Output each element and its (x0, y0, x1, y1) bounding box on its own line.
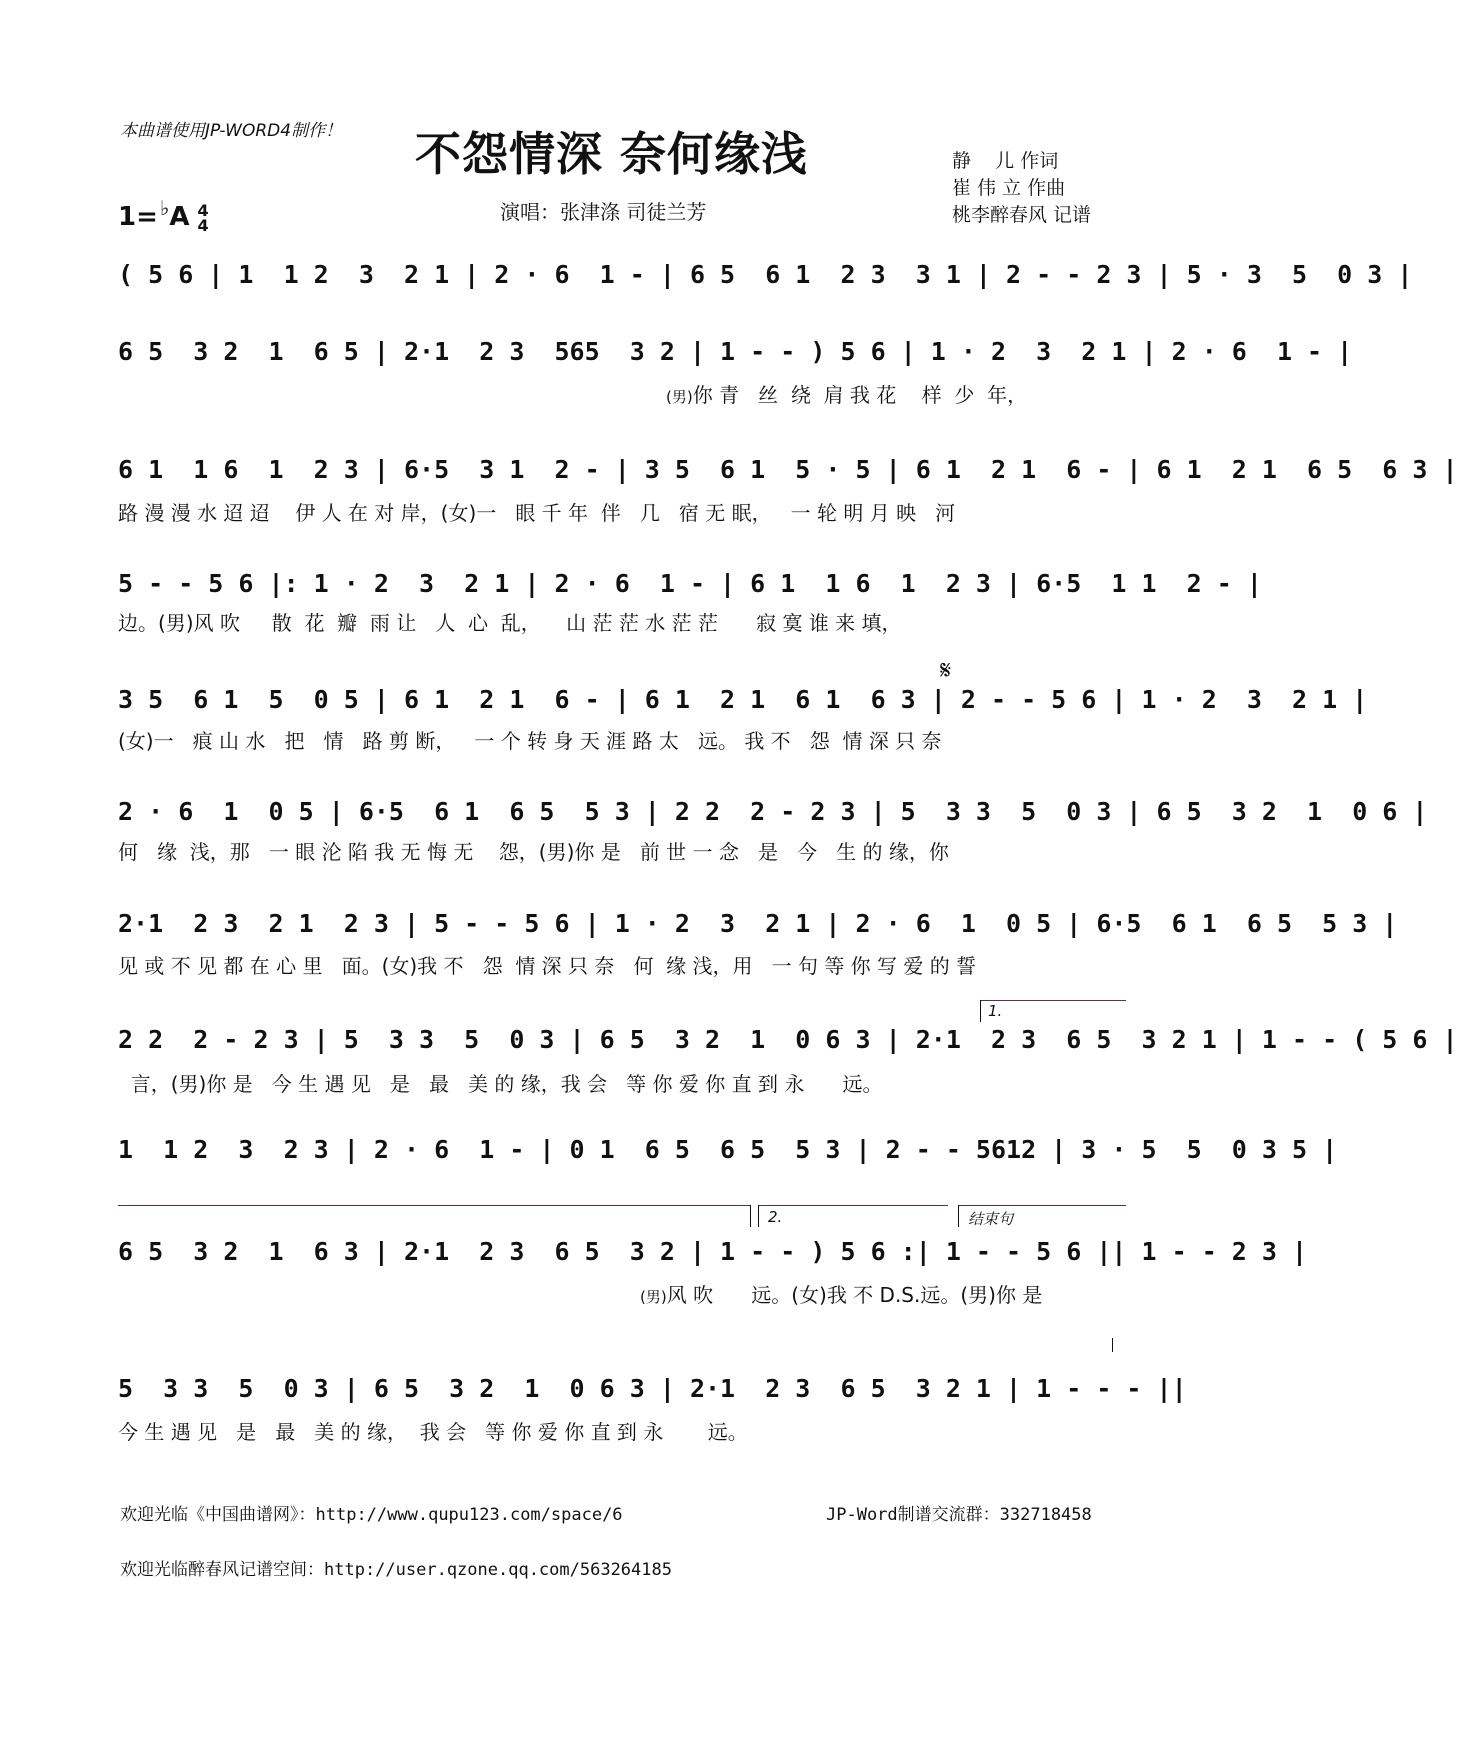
ending-label: 结束句 (968, 1210, 1014, 1228)
key-note: A (169, 202, 190, 232)
lyric-row-3: 路 漫 漫 水 迢 迢 伊 人 在 对 岸，(女)一 眼 千 年 伴 几 宿 无 眠， 一 轮 明 月 映 河 (118, 501, 956, 525)
score-row-3: 6 1 1 6 1 2 3 | 6·5 3 1 2 - | 3 5 6 1 5 · 5 | 6 1 2 1 6 - | 6 1 2 1 6 5 6 3 | (118, 455, 1458, 484)
volta-1-continuation (118, 1205, 750, 1206)
score-row-11: 5 3 3 5 0 3 | 6 5 3 2 1 0 6 3 | 2·1 2 3 6 5 3 2 1 | 1 - - - || (118, 1374, 1187, 1403)
segno-icon: 𝄋 (940, 656, 952, 686)
meter-bottom: 4 (197, 216, 209, 235)
singers: 演唱：张津涤 司徒兰芳 (500, 200, 707, 224)
volta-1-label: 1. (988, 1002, 1003, 1020)
lyric-text: 你 青 丝 绕 肩 我 花 样 少 年， (692, 383, 1028, 407)
ending-edge (958, 1205, 959, 1227)
lyric-row-7: 见 或 不 见 都 在 心 里 面。(女)我 不 怨 情 深 只 奈 何 缘 浅，用 一 句 等 你 写 爱 的 誓 (118, 954, 977, 978)
final-bracket-edge (1112, 1338, 1113, 1352)
lyric-voice-tag: (男) (666, 388, 693, 406)
lyric-text: 风 吹 远。(女)我 不 D.S.远。(男)你 是 (666, 1283, 1043, 1307)
lyric-voice-tag: (男) (640, 1288, 667, 1306)
transcriber: 桃李醉春风 记谱 (952, 204, 1092, 226)
score-row-6: 2 · 6 1 0 5 | 6·5 6 1 6 5 5 3 | 2 2 2 - 2 3 | 5 3 3 5 0 3 | 6 5 3 2 1 0 6 | (118, 797, 1428, 826)
composer: 崔 伟 立 作曲 (952, 177, 1066, 199)
score-row-2: 6 5 3 2 1 6 5 | 2·1 2 3 565 3 2 | 1 - - ) 5 6 | 1 · 2 3 2 1 | 2 · 6 1 - | (118, 337, 1353, 366)
volta-2-bracket (758, 1205, 948, 1206)
lyric-row-10 (640, 1279, 1126, 1308)
footer-link-qupu[interactable]: 欢迎光临《中国曲谱网》：http://www.qupu123.com/space/6 (120, 1505, 623, 1525)
score-row-7: 2·1 2 3 2 1 2 3 | 5 - - 5 6 | 1 · 2 3 2 1 | 2 · 6 1 0 5 | 6·5 6 1 6 5 5 3 | (118, 909, 1398, 938)
flat-icon: ♭ (159, 196, 170, 220)
footer-group: JP-Word制谱交流群：332718458 (826, 1505, 1092, 1525)
footer-link-qzone[interactable]: 欢迎光临醉春风记谱空间：http://user.qzone.qq.com/563264185 (120, 1560, 672, 1580)
score-row-10: 6 5 3 2 1 6 3 | 2·1 2 3 6 5 3 2 | 1 - - ) 5 6 :| 1 - - 5 6 || 1 - - 2 3 | (118, 1237, 1308, 1266)
lyric-row-11: 今 生 遇 见 是 最 美 的 缘， 我 会 等 你 爱 你 直 到 永 远。 (118, 1420, 748, 1444)
song-title: 不怨情深 奈何缘浅 (415, 127, 809, 181)
authors-block (952, 148, 1091, 229)
key-label: 1= (118, 202, 158, 232)
software-credit: 本曲谱使用JP-WORD4制作！ (120, 121, 343, 141)
volta-1-edge (980, 1000, 981, 1022)
score-row-8: 2 2 2 - 2 3 | 5 3 3 5 0 3 | 6 5 3 2 1 0 6 3 | 2·1 2 3 6 5 3 2 1 | 1 - - ( 5 6 | (118, 1025, 1458, 1054)
lyric-row-2 (666, 379, 1126, 408)
meter-top: 4 (197, 201, 209, 220)
score-row-4: 5 - - 5 6 |: 1 · 2 3 2 1 | 2 · 6 1 - | 6 1 1 6 1 2 3 | 6·5 1 1 2 - | (118, 569, 1262, 598)
ending-bracket (958, 1205, 1126, 1206)
lyric-row-4: 边。(男)风 吹 散 花 瓣 雨 让 人 心 乱， 山 茫 茫 水 茫 茫 寂 寞 谁 来 填， (118, 611, 902, 635)
lyric-row-6: 何 缘 浅，那 一 眼 沦 陷 我 无 悔 无 怨，(男)你 是 前 世 一 念 是 今 生 的 缘，你 (118, 840, 949, 864)
lyric-row-5: (女)一 痕 山 水 把 情 路 剪 断， 一 个 转 身 天 涯 路 太 远。 我 不 怨 情 深 只 奈 (118, 729, 942, 753)
key-signature (118, 196, 209, 233)
score-row-1: ( 5 6 | 1 1 2 3 2 1 | 2 · 6 1 - | 6 5 6 1 2 3 3 1 | 2 - - 2 3 | 5 · 3 5 0 3 | (118, 260, 1413, 289)
volta-1-bracket (980, 1000, 1126, 1001)
volta-2-label: 2. (768, 1208, 783, 1226)
volta-1-end (750, 1205, 751, 1227)
lyric-row-8: 言，(男)你 是 今 生 遇 见 是 最 美 的 缘，我 会 等 你 爱 你 直 到 永 远。 (118, 1072, 883, 1096)
lyricist: 静 儿 作词 (952, 150, 1059, 172)
time-signature (197, 203, 208, 233)
volta-2-edge (758, 1205, 759, 1227)
score-row-9: 1 1 2 3 2 3 | 2 · 6 1 - | 0 1 6 5 6 5 5 3 | 2 - - 5612 | 3 · 5 5 0 3 5 | (118, 1135, 1338, 1164)
score-row-5: 3 5 6 1 5 0 5 | 6 1 2 1 6 - | 6 1 2 1 6 1 6 3 | 2 - - 5 6 | 1 · 2 3 2 1 | (118, 685, 1368, 714)
